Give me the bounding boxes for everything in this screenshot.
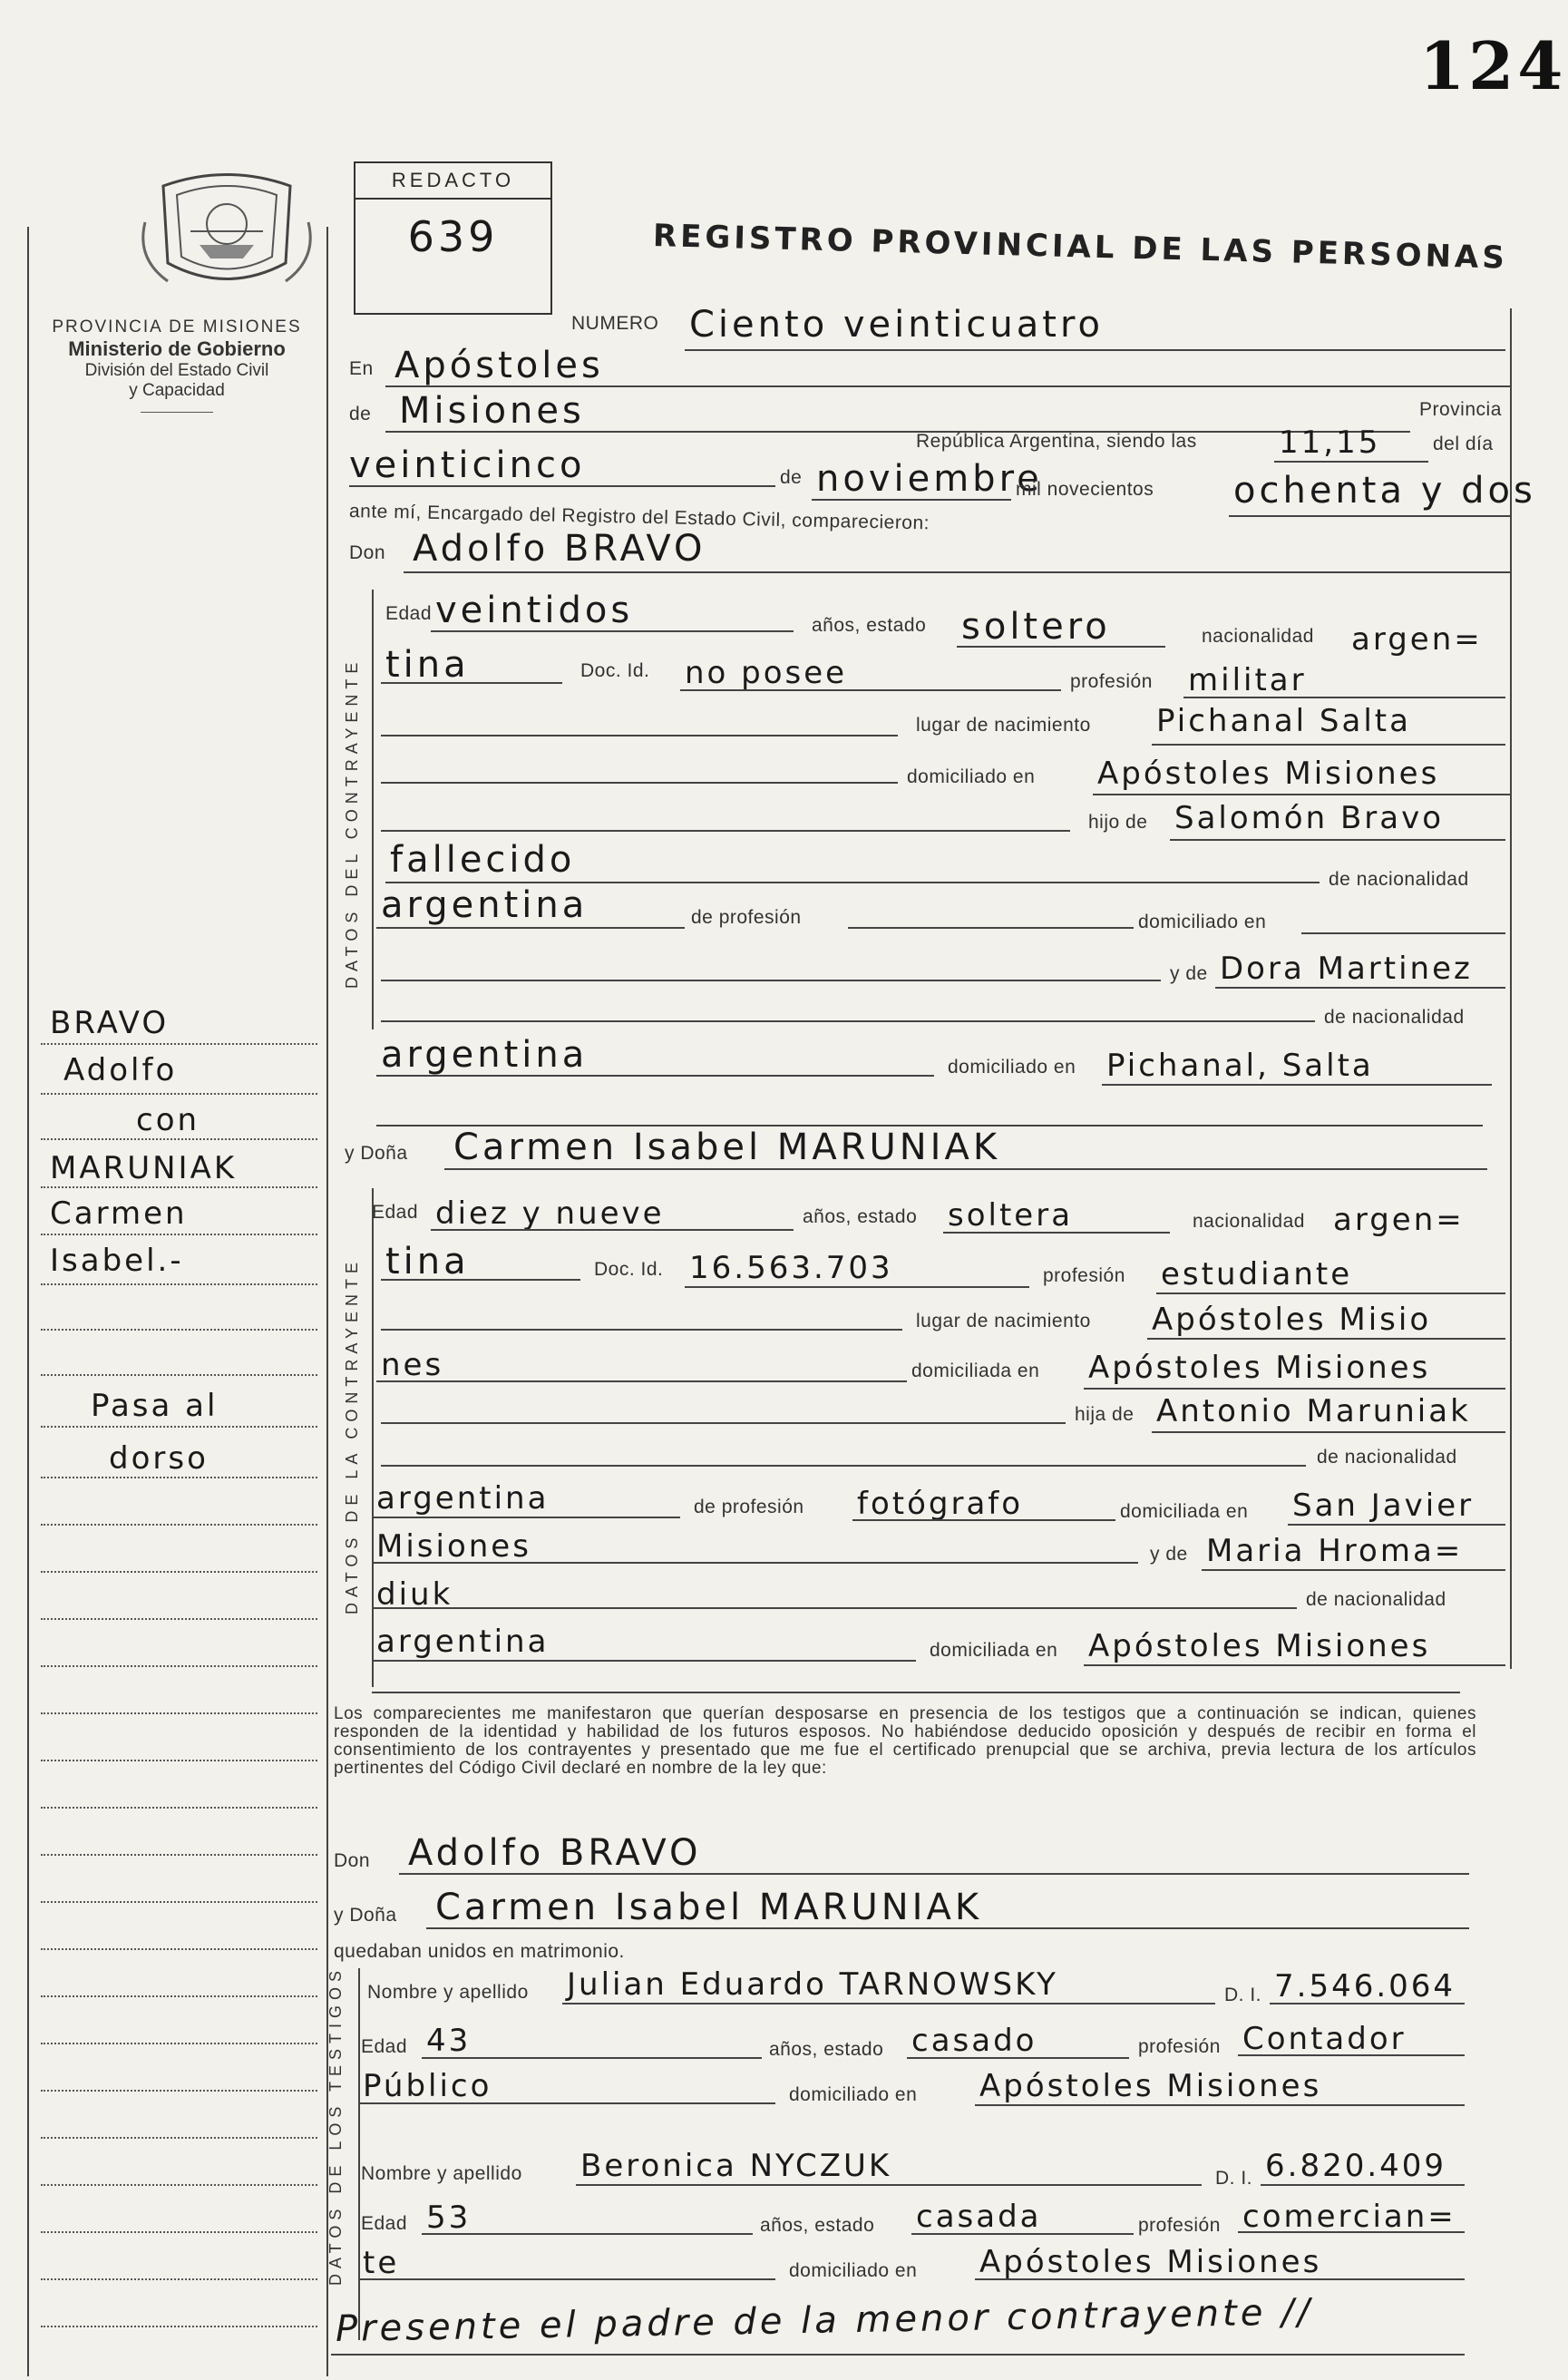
w1-nombre-label: Nombre y apellido <box>367 1982 529 2003</box>
groom-lugar-value: Pichanal Salta <box>1156 703 1411 739</box>
ministry-division: División del Estado Civil <box>84 361 269 380</box>
w2-di: 6.820.409 <box>1265 2148 1447 2184</box>
groom-y-de-label: y de <box>1170 963 1208 984</box>
bride-domiciliada-label: domiciliada en <box>911 1361 1040 1381</box>
bride-lugar-label: lugar de nacimiento <box>916 1311 1091 1331</box>
ministry-province: PROVINCIA DE MISIONES <box>52 317 302 337</box>
w2-domiciliado-label: domiciliado en <box>789 2260 918 2281</box>
bride-padre-domicilio-b: Misiones <box>376 1528 531 1565</box>
del-dia-label: del día <box>1433 434 1494 454</box>
groom-madre-nac-label: de nacionalidad <box>1324 1007 1465 1028</box>
margin-line-5: Carmen <box>50 1195 188 1232</box>
bride-profesion-label: profesión <box>1043 1265 1125 1286</box>
bride-padre-domiciliada-label: domiciliada en <box>1120 1501 1249 1522</box>
w2-profesion-b: te <box>363 2245 400 2281</box>
bride-domiciliada-value: Apóstoles Misiones <box>1088 1350 1431 1386</box>
groom-madre-value: Dora Martinez <box>1220 951 1473 987</box>
groom-padre-nacionalidad: argentina <box>381 884 589 926</box>
groom-profesion-label: profesión <box>1070 671 1153 692</box>
page-number: 124 <box>1419 27 1567 104</box>
en-value: Apóstoles <box>394 345 604 386</box>
en-label: En <box>349 358 374 379</box>
witness-block-border <box>358 1968 360 2340</box>
groom-madre-domicilio: Pichanal, Salta <box>1106 1048 1374 1084</box>
left-border <box>27 227 29 2376</box>
margin-line-1: BRAVO <box>50 1005 170 1041</box>
numero-value: Ciento veinticuatro <box>689 304 1104 346</box>
groom-madre-nacionalidad: argentina <box>381 1034 589 1076</box>
groom-domiciliado-label: domiciliado en <box>907 766 1036 787</box>
bride-doc-label: Doc. Id. <box>594 1259 664 1280</box>
groom-padre-estado: fallecido <box>390 839 576 881</box>
bride-estado-value: soltera <box>948 1197 1074 1234</box>
bride-hija-label: hija de <box>1075 1404 1135 1425</box>
document-title: REGISTRO PROVINCIAL DE LAS PERSONAS <box>652 218 1509 277</box>
ministry-block <box>36 317 317 413</box>
groom-anios-label: años, estado <box>812 615 927 636</box>
don-value: Adolfo BRAVO <box>413 528 706 570</box>
groom-estado-value: soltero <box>961 606 1111 648</box>
w1-name: Julian Eduardo TARNOWSKY <box>567 1966 1058 2003</box>
bride-lugar-value-b: nes <box>381 1347 444 1383</box>
provincial-seal-icon <box>127 168 326 295</box>
groom-padre-nac-label: de nacionalidad <box>1329 869 1469 890</box>
mil-label: mil novecientos <box>1016 479 1154 500</box>
dia-value: veinticinco <box>349 444 586 486</box>
groom-doc-label: Doc. Id. <box>580 660 650 681</box>
margin-note-1: Pasa al <box>91 1388 219 1424</box>
bride-doc-value: 16.563.703 <box>689 1250 893 1286</box>
bride-y-de-label: y de <box>1150 1544 1188 1565</box>
w2-profesion-a: comercian= <box>1242 2199 1456 2235</box>
w1-profesion-b: Público <box>363 2068 492 2104</box>
hora-value: 11,15 <box>1279 424 1381 461</box>
bride-madre-nac-label: de nacionalidad <box>1306 1589 1446 1610</box>
declaration-paragraph: Los comparecientes me manifestaron que querían desposarse en presencia de los testigos que a continuación se indican, quienes responden de la identidad y habilidad de los futuros esposos. No habiéndose deducido oposición y después de recibir en forma el consentimiento de los contrayentes y presentado que me fue el certificado prenupcial que se archiva, previa lectura de los artículos pertinentes del Código Civil declaré en nombre de la ley que: <box>334 1704 1476 1778</box>
decl-don-label: Don <box>334 1850 371 1871</box>
ministry-capacity: y Capacidad <box>129 381 225 400</box>
bride-madre-domicilio: Apóstoles Misiones <box>1088 1628 1431 1664</box>
bride-padre-value: Antonio Maruniak <box>1156 1393 1471 1429</box>
groom-block-border <box>372 590 374 1029</box>
groom-nacionalidad-b: tina <box>385 644 470 686</box>
bride-nacionalidad-b: tina <box>385 1241 470 1283</box>
w1-di: 7.546.064 <box>1274 1968 1456 2004</box>
de-mes-label: de <box>780 467 803 488</box>
bride-nacionalidad-a: argen= <box>1333 1202 1465 1238</box>
bride-padre-nac-label: de nacionalidad <box>1317 1447 1457 1468</box>
bride-y-dona-label: y Doña <box>345 1143 408 1164</box>
de-label: de <box>349 404 372 424</box>
w1-estado: casado <box>911 2023 1037 2059</box>
margin-line-4: MARUNIAK <box>50 1150 238 1186</box>
w1-di-label: D. I. <box>1224 1985 1262 2005</box>
w2-domicilio: Apóstoles Misiones <box>979 2244 1322 2280</box>
bride-name-value: Carmen Isabel MARUNIAK <box>453 1127 1001 1168</box>
groom-hijo-label: hijo de <box>1088 812 1148 833</box>
don-label: Don <box>349 542 386 563</box>
decl-don-value: Adolfo BRAVO <box>408 1832 702 1874</box>
groom-padre-domiciliado-label: domiciliado en <box>1138 912 1267 932</box>
anio-value: ochenta y dos <box>1233 470 1536 512</box>
redacto-label: REDACTO <box>355 163 550 200</box>
groom-madre-domiciliado-label: domiciliado en <box>948 1057 1076 1078</box>
republica-text: República Argentina, siendo las <box>916 431 1197 452</box>
groom-nacionalidad-a: argen= <box>1351 621 1483 658</box>
w1-edad-label: Edad <box>361 2036 408 2057</box>
bride-padre-profesion-label: de profesión <box>694 1497 804 1517</box>
groom-padre-value: Salomón Bravo <box>1174 800 1445 836</box>
margin-line-2: Adolfo <box>63 1052 178 1088</box>
decl-unidos-text: quedaban unidos en matrimonio. <box>334 1941 625 1962</box>
w2-profesion-label: profesión <box>1138 2215 1221 2236</box>
groom-lugar-label: lugar de nacimiento <box>916 715 1091 736</box>
footer-note: Presente el padre de la menor contrayente // <box>335 2291 1314 2350</box>
groom-side-label: DATOS DEL CONTRAYENTE <box>343 657 361 989</box>
bride-block-border <box>372 1188 374 1687</box>
groom-domiciliado-value: Apóstoles Misiones <box>1097 756 1440 792</box>
bride-madre-value-a: Maria Hroma= <box>1206 1533 1464 1569</box>
bride-lugar-value-a: Apóstoles Misio <box>1152 1302 1432 1338</box>
numero-label: NUMERO <box>571 313 659 334</box>
bride-anios-label: años, estado <box>803 1206 918 1227</box>
w2-name: Beronica NYCZUK <box>580 2148 892 2184</box>
bride-padre-domicilio-a: San Javier <box>1292 1488 1475 1524</box>
bride-side-label: DATOS DE LA CONTRAYENTE <box>343 1256 361 1614</box>
w1-domiciliado-label: domiciliado en <box>789 2084 918 2105</box>
bride-padre-nacionalidad: argentina <box>376 1480 550 1517</box>
bride-madre-nacionalidad: argentina <box>376 1624 550 1660</box>
w1-domicilio: Apóstoles Misiones <box>979 2068 1322 2104</box>
w1-anios-label: años, estado <box>769 2039 884 2060</box>
margin-note-2: dorso <box>109 1440 209 1477</box>
bride-profesion-value: estudiante <box>1161 1256 1353 1292</box>
bride-madre-domiciliada-label: domiciliada en <box>930 1640 1058 1661</box>
w2-anios-label: años, estado <box>760 2215 875 2236</box>
w2-estado: casada <box>916 2199 1042 2235</box>
groom-padre-profesion-label: de profesión <box>691 907 802 928</box>
redacto-stamp <box>354 161 552 315</box>
witness-side-label: DATOS DE LOS TESTIGOS <box>326 1965 345 2286</box>
form-right-border <box>1510 308 1512 1669</box>
ante-text: ante mí, Encargado del Registro del Estado Civil, comparecieron: <box>348 501 930 534</box>
redacto-mark: 639 <box>407 212 499 261</box>
groom-edad-value: veintidos <box>435 590 634 631</box>
bride-edad-value: diez y nueve <box>435 1195 665 1232</box>
groom-doc-value: no posee <box>685 655 848 691</box>
decl-dona-label: y Doña <box>334 1905 397 1926</box>
de-value: Misiones <box>399 390 585 432</box>
w1-edad: 43 <box>426 2023 472 2059</box>
groom-edad-label: Edad <box>385 603 433 624</box>
bride-padre-profesion: fotógrafo <box>857 1486 1024 1522</box>
groom-nacionalidad-label: nacionalidad <box>1202 626 1314 647</box>
w2-di-label: D. I. <box>1215 2168 1253 2189</box>
w1-profesion-label: profesión <box>1138 2036 1221 2057</box>
ministry-name: Ministerio de Gobierno <box>68 337 286 360</box>
bride-edad-label: Edad <box>372 1202 419 1223</box>
margin-line-3: con <box>136 1102 200 1138</box>
groom-profesion-value: militar <box>1188 662 1307 698</box>
w2-edad: 53 <box>426 2200 472 2236</box>
w1-profesion-a: Contador <box>1242 2021 1407 2057</box>
margin-line-6: Isabel.- <box>50 1243 184 1279</box>
decl-dona-value: Carmen Isabel MARUNIAK <box>435 1887 983 1928</box>
bride-nacionalidad-label: nacionalidad <box>1193 1211 1305 1232</box>
bride-madre-value-b: diuk <box>376 1576 453 1613</box>
provincia-label: Provincia <box>1419 399 1502 420</box>
w2-edad-label: Edad <box>361 2213 408 2234</box>
w2-nombre-label: Nombre y apellido <box>361 2163 522 2184</box>
mes-value: noviembre <box>816 458 1043 500</box>
